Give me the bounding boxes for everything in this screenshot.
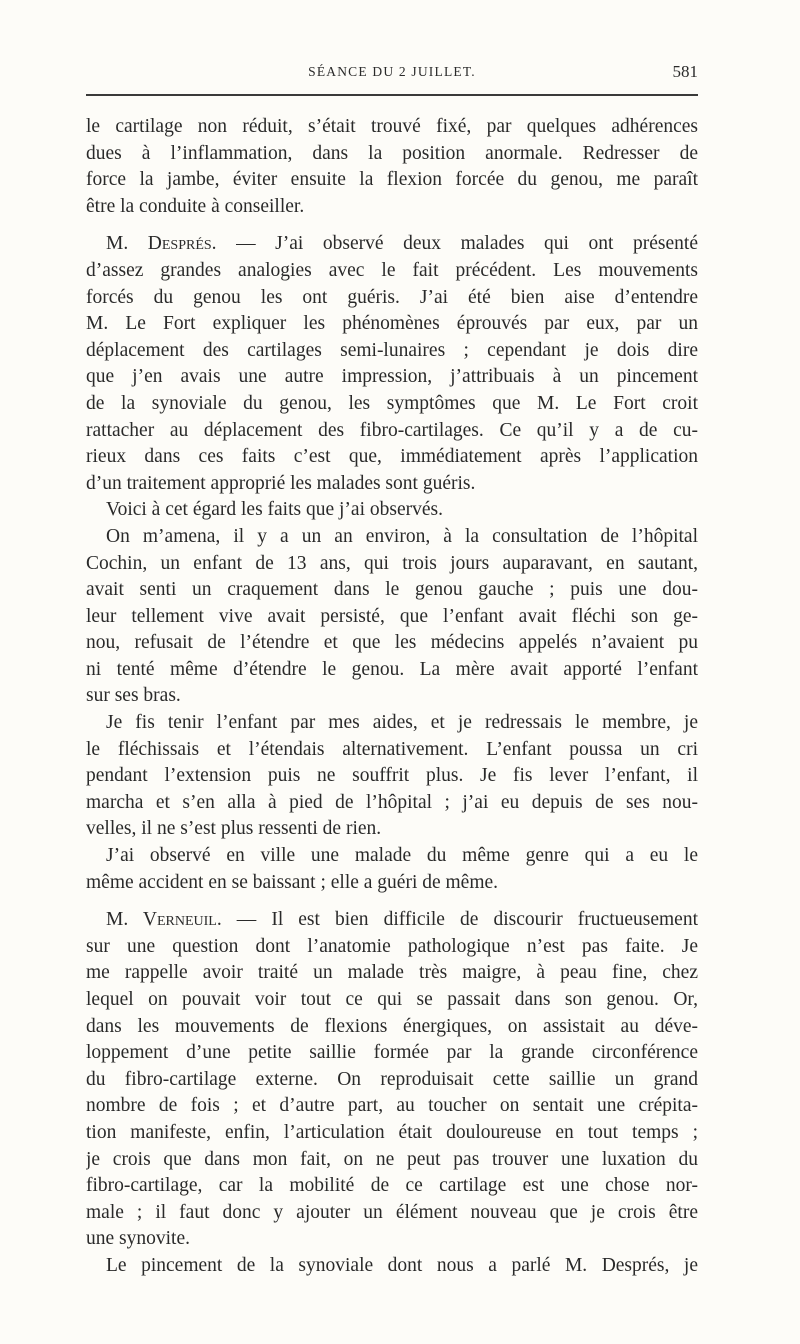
text-line: le cartilage non réduit, s’était trouvé fixé, par quelques adhérences: [86, 116, 698, 137]
header-rule: [86, 94, 698, 96]
text-line: rattacher au déplacement des fibro-cartilages. Ce qu’il y a de cu-: [86, 419, 698, 441]
text-line: sur une question dont l’anatomie pathologique n’est pas faite. Je: [86, 935, 698, 957]
text-line: d’assez grandes analogies avec le fait précédent. Les mouvements: [86, 259, 698, 281]
text-line: [86, 231, 698, 258]
paragraph: [86, 843, 698, 896]
speaker-name: M. Verneuil.: [106, 909, 222, 931]
text-line: que j’en avais une autre impression, j’attribuais à un pincement: [86, 366, 698, 388]
text-line: ni tenté même d’étendre le genou. La mère avait apporté l’enfant: [86, 658, 698, 680]
text-line: M. Le Fort expliquer les phénomènes éprouvés par eux, par un: [86, 313, 698, 335]
text-line: leur tellement vive avait persisté, que l’enfant avait fléchi son ge-: [86, 605, 698, 627]
text-line: être la conduite à conseiller.: [86, 195, 305, 217]
text-line: une synovite.: [86, 1228, 190, 1250]
text-line: nombre de fois ; et d’autre part, au toucher on sentait une crépita-: [86, 1095, 698, 1117]
text-line: [86, 907, 698, 934]
text-line: pendant l’extension puis ne souffrit plus. Je fis lever l’enfant, il: [86, 765, 698, 787]
paragraph: [86, 524, 698, 710]
page-number: 581: [672, 62, 698, 81]
text-line: nou, refusait de l’étendre et que les médecins appelés n’avaient pu: [86, 632, 698, 654]
text-line: même accident en se baissant ; elle a guéri de même.: [86, 871, 499, 893]
text-line: loppement d’une petite saillie formée par la grande circonférence: [86, 1042, 698, 1064]
speaker-name: M. Després.: [106, 233, 217, 255]
text-line: déplacement des cartilages semi-lunaires ; cependant je dois dire: [86, 339, 698, 361]
text-line-rest: — Il est bien difficile de discourir fructueusement: [221, 909, 698, 931]
text-line: marcha et s’en alla à pied de l’hôpital ; j’ai eu depuis de ses nou-: [86, 791, 698, 813]
text-line: tion manifeste, enfin, l’articulation était douloureuse en tout temps ;: [86, 1121, 698, 1143]
text-line: On m’amena, il y a un an environ, à la consultation de l’hôpital: [106, 525, 698, 547]
text-line: du fibro-cartilage externe. On reproduisait cette saillie un grand: [86, 1068, 698, 1090]
page-body: [86, 114, 698, 1280]
text-line: le fléchissais et l’étendais alternativement. L’enfant poussa un cri: [86, 738, 698, 760]
running-header: [86, 60, 698, 86]
text-line: de la synoviale du genou, les symptômes que M. Le Fort croit: [86, 392, 698, 414]
running-title: SÉANCE DU 2 JUILLET.: [308, 64, 476, 79]
paragraph-gap: [86, 896, 698, 907]
paragraph: [86, 710, 698, 843]
text-line: Le pincement de la synoviale dont nous a parlé M. Després, je: [106, 1254, 698, 1276]
text-line: J’ai observé en ville une malade du même genre qui a eu le: [106, 845, 698, 867]
text-line: forcés du genou les ont guéris. J’ai été bien aise d’entendre: [86, 286, 698, 308]
text-line: je crois que dans mon fait, on ne peut pas trouver une luxation du: [86, 1148, 698, 1170]
text-line: male ; il faut donc y ajouter un élément nouveau que je crois être: [86, 1201, 698, 1223]
text-line: sur ses bras.: [86, 685, 181, 707]
text-line: me rappelle avoir traité un malade très maigre, à peau fine, chez: [86, 962, 698, 984]
paragraph: [86, 907, 698, 1253]
text-line: dans les mouvements de flexions énergiques, on assistait au déve-: [86, 1015, 698, 1037]
text-line: rieux dans ces faits c’est que, immédiatement après l’application: [86, 446, 698, 468]
text-line: avait senti un craquement dans le genou gauche ; puis une dou-: [86, 579, 698, 601]
text-line: Cochin, un enfant de 13 ans, qui trois jours auparavant, en sautant,: [86, 552, 698, 574]
text-line: velles, il ne s’est plus ressenti de rien.: [86, 818, 382, 840]
text-line: lequel on pouvait voir tout ce qui se passait dans son genou. Or,: [86, 989, 698, 1010]
paragraph: [86, 114, 698, 220]
text-line: Voici à cet égard les faits que j’ai observés.: [106, 499, 443, 521]
text-line: d’un traitement approprié les malades sont guéris.: [86, 472, 476, 494]
paragraph-gap: [86, 220, 698, 231]
text-line: dues à l’inflammation, dans la position anormale. Redresser de: [86, 142, 698, 164]
paragraph: [86, 231, 698, 497]
text-line-rest: — J’ai observé deux malades qui ont présenté: [216, 233, 698, 255]
text-line: fibro-cartilage, car la mobilité de ce cartilage est une chose nor-: [86, 1175, 698, 1197]
text-line: Je fis tenir l’enfant par mes aides, et je redressais le membre, je: [106, 712, 698, 734]
paragraph: [86, 1253, 698, 1280]
paragraph: [86, 497, 698, 524]
text-line: force la jambe, éviter ensuite la flexion forcée du genou, me paraît: [86, 169, 698, 191]
